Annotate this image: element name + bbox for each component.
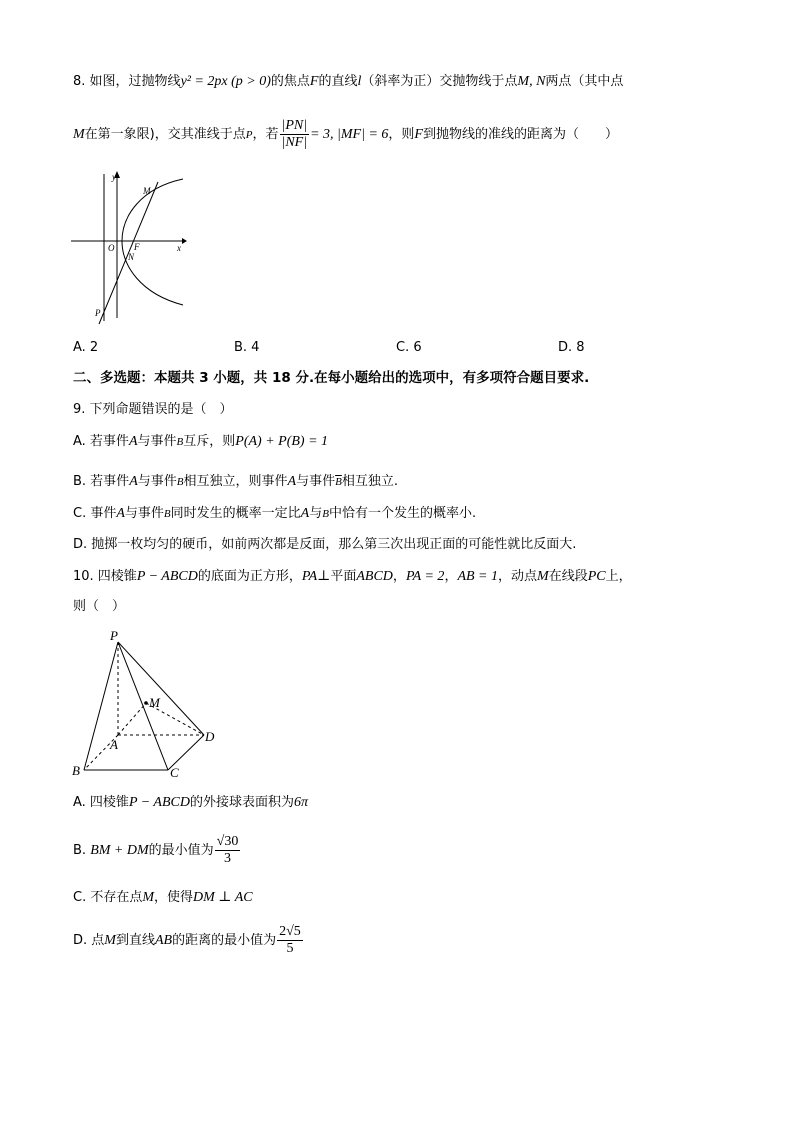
label-c: C xyxy=(170,765,179,780)
q10-line-1: 10. 四棱锥P − ABCD的底面为正方形，PA⊥平面ABCD，PA = 2，AB = 1，动点M在线段PC上， xyxy=(73,569,632,584)
q8-option-b: B. 4 xyxy=(234,340,260,355)
q10-option-a: A. 四棱锥P − ABCD的外接球表面积为6π xyxy=(73,795,309,810)
label-p: P xyxy=(95,308,101,318)
label-f: F xyxy=(134,242,140,252)
parabola-curve xyxy=(122,179,183,305)
label-y: y xyxy=(112,172,116,182)
segment-am xyxy=(118,703,146,735)
q10-option-d: D. 点M到直线AB的距离的最小值为 $\frac{2√5}{5}$ xyxy=(73,924,301,956)
ratio-fraction: $\frac{|PN|}{|NF|}$ xyxy=(281,118,308,150)
label-o: O xyxy=(108,243,115,253)
label-b: B xyxy=(72,763,80,778)
q9-option-d: D. 抛掷一枚均匀的硬币，如前两次都是反面，那么第三次出现正面的可能性就比反面大. xyxy=(73,537,577,552)
q9-option-c: C. 事件A与事件B同时发生的概率一定比A与B中恰有一个发生的概率小. xyxy=(73,506,477,521)
q10-option-b: B. BM + DM的最小值为 $\frac{√30}{3}$ xyxy=(73,834,239,866)
parabola-equation: y² = 2px (p > 0) xyxy=(180,74,271,89)
min-value-fraction-d: $\frac{2√5}{5}$ xyxy=(279,924,301,956)
parabola-figure xyxy=(66,166,191,326)
label-d: D xyxy=(205,729,215,744)
q10-line-2: 则（ ） xyxy=(73,599,126,614)
edge-pd xyxy=(118,642,204,735)
q8-line-1: 8. 如图，过抛物线y² = 2px (p > 0)的焦点F的直线l（斜率为正）交抛物线于点M, N两点（其中点 xyxy=(73,74,624,89)
pyramid-figure xyxy=(66,625,226,783)
label-n: N xyxy=(128,252,135,262)
label-p: P xyxy=(110,628,118,643)
q8-option-d: D. 8 xyxy=(558,340,585,355)
label-x: x xyxy=(177,243,181,253)
q8-option-a: A. 2 xyxy=(73,340,99,355)
x-axis-arrow xyxy=(182,238,187,244)
q9-option-b: B. 若事件A与事件B相互独立，则事件A与事件$\overline{B}$相互独立. xyxy=(73,474,398,489)
q9-stem: 9. 下列命题错误的是（ ） xyxy=(73,402,233,417)
section-2-title: 二、多选题：本题共 3 小题，共 18 分.在每小题给出的选项中，有多项符合题目要求. xyxy=(73,370,590,386)
q10-option-c: C. 不存在点M，使得DM ⊥ AC xyxy=(73,890,253,905)
min-value-fraction-b: $\frac{√30}{3}$ xyxy=(216,834,239,866)
label-a: A xyxy=(110,737,118,752)
q9-option-a: A. 若事件A与事件B互斥，则P(A) + P(B) = 1 xyxy=(73,434,329,449)
point-m xyxy=(144,701,148,705)
label-m: M xyxy=(149,695,160,710)
label-m: M xyxy=(143,186,151,196)
q8-option-c: C. 6 xyxy=(396,340,422,355)
q8-line-2: M在第一象限)，交其准线于点P，若 $\frac{|PN|}{|NF|}$ = 3, |MF| = 6，则F到抛物线的准线的距离为（ ） xyxy=(73,118,618,150)
